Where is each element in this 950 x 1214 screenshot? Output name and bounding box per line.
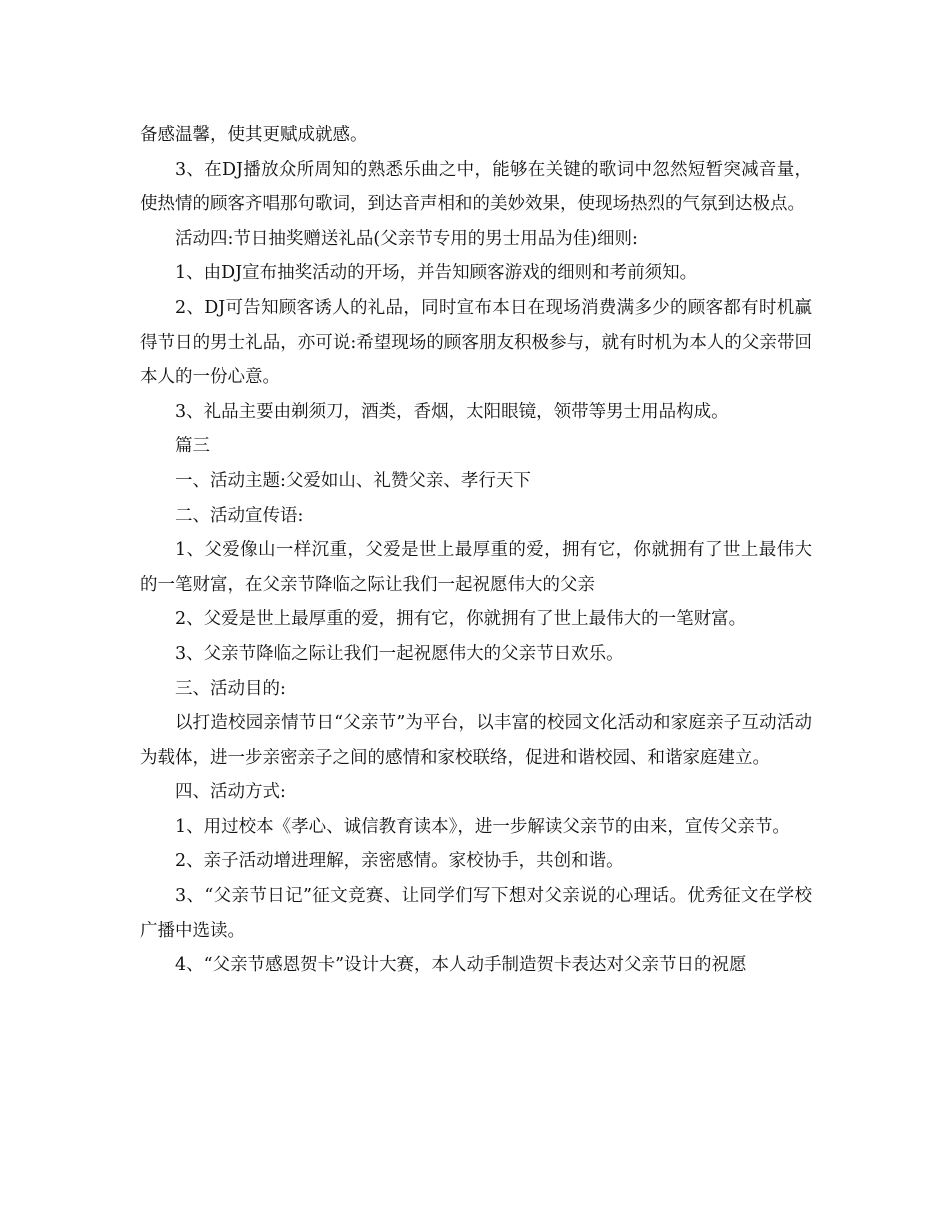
paragraph: 二、活动宣传语: bbox=[175, 505, 304, 526]
paragraph: 三、活动目的: bbox=[175, 678, 286, 699]
paragraph: 4、“父亲节感恩贺卡”设计大赛，本人动手制造贺卡表达对父亲节日的祝愿 bbox=[175, 955, 747, 976]
paragraph: 2、父爱是世上最厚重的爱，拥有它，你就拥有了世上最伟大的一笔财富。 bbox=[175, 609, 747, 630]
paragraph: 备感温馨，使其更赋成就感。 bbox=[140, 125, 368, 145]
paragraph: 1、用过校本《孝心、诚信教育读本》，进一步解读父亲节的由来，宣传父亲节。 bbox=[175, 816, 790, 837]
document-body bbox=[140, 118, 812, 983]
paragraph: 1、由DJ宣布抽奖活动的开场，并告知顾客游戏的细则和考前须知。 bbox=[175, 263, 698, 284]
paragraph: 一、活动主题:父爱如山、礼赞父亲、孝行天下 bbox=[175, 470, 531, 491]
paragraph: 1、父爱像山一样沉重，父爱是世上最厚重的爱，拥有它，你就拥有了世上最伟大的一笔财富，在父亲节降临之际让我们一起祝愿伟大的父亲 bbox=[140, 540, 812, 595]
paragraph: 2、亲子活动增进理解，亲密感情。家校协手，共创和谐。 bbox=[175, 851, 624, 872]
paragraph: 活动四:节日抽奖赠送礼品(父亲节专用的男士用品为佳)细则: bbox=[175, 228, 638, 249]
paragraph: 3、在DJ播放众所周知的熟悉乐曲之中，能够在关键的歌词中忽然短暂突减音量，使热情的顾客齐唱那句歌词，到达音声相和的美妙效果，使现场热烈的气氛到达极点。 bbox=[140, 159, 812, 215]
paragraph: 四、活动方式: bbox=[175, 782, 286, 803]
paragraph: 以打造校园亲情节日“父亲节”为平台，以丰富的校园文化活动和家庭亲子互动活动为载体，进一步亲密亲子之间的感情和家校联络，促进和谐校园、和谐家庭建立。 bbox=[140, 713, 812, 768]
section-heading: 篇三 bbox=[175, 436, 210, 457]
paragraph: 3、礼品主要由剃须刀，酒类，香烟，太阳眼镜，领带等男士用品构成。 bbox=[175, 401, 729, 422]
paragraph: 3、“父亲节日记”征文竞赛、让同学们写下想对父亲说的心理话。优秀征文在学校广播中选读。 bbox=[140, 886, 812, 941]
paragraph: 3、父亲节降临之际让我们一起祝愿伟大的父亲节日欢乐。 bbox=[175, 643, 624, 664]
paragraph: 2、DJ可告知顾客诱人的礼品，同时宣布本日在现场消费满多少的顾客都有时机赢得节日的男士礼品，亦可说:希望现场的顾客朋友积极参与，就有时机为本人的父亲带回本人的一份心意。 bbox=[140, 297, 812, 388]
